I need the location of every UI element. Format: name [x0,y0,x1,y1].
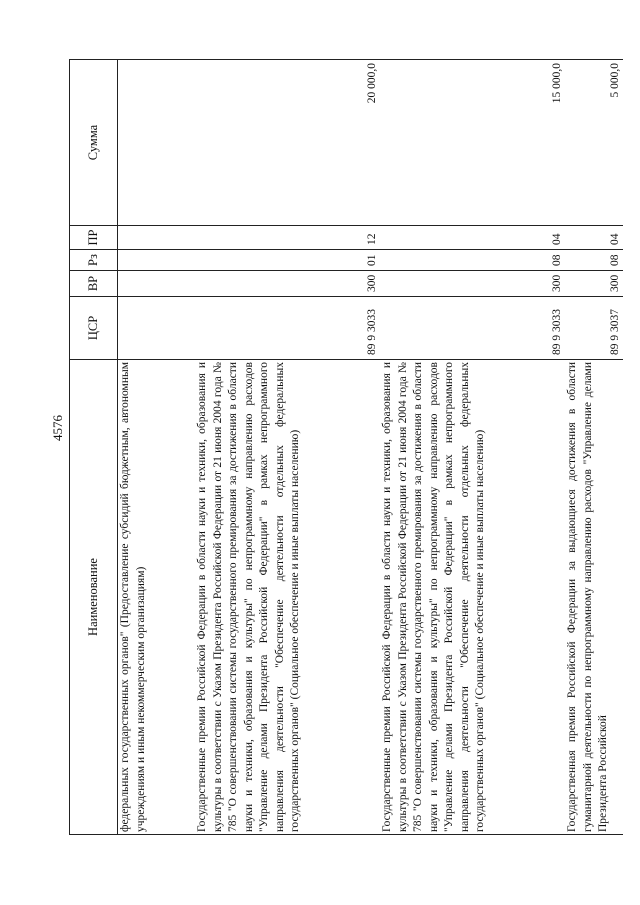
table-header-row [70,60,118,835]
row-csr: 89 9 3033 [380,297,565,360]
table-row [565,60,623,835]
row-vr: 300 [565,271,623,297]
row-csr: 89 9 3033 [195,297,380,360]
row-rz: 08 [380,250,565,271]
row-pr [118,226,196,250]
row-pr: 04 [380,226,565,250]
header-name: Наименование [70,360,118,835]
row-vr [118,271,196,297]
row-name: Государственные премии Российской Федерации в области науки и техники, образования и культуры в соответствии с Указом Президента Российской Федерации от 21 июня 2004 года № 785 "О совершенствовании системы государственного премирования за достижения в области науки и техники, образования и культуры" по непрограммному направлению расходов "Управление делами Президента Российской Федерации" в рамках непрограммного направления деятельности "Обеспечение деятельности отдельных федеральных государственных органов" (Социальное обеспечение и иные выплаты населению) [380,360,565,835]
page-number: 4576 [50,415,65,441]
row-sum: 5 000,0 [565,60,623,226]
table-row [118,60,196,835]
row-pr: 12 [195,226,380,250]
row-sum: 20 000,0 [195,60,380,226]
row-vr: 300 [195,271,380,297]
row-pr: 04 [565,226,623,250]
table-row [380,60,565,835]
row-csr [118,297,196,360]
row-name: Государственная премия Российской Федерации за выдающиеся достижения в области гуманитарной деятельности по непрограммному направлению расходов "Управление делами Президента Российской [565,360,623,835]
row-csr: 89 9 3037 [565,297,623,360]
rotated-table-container [69,60,621,835]
header-vr: ВР [70,271,118,297]
row-vr: 300 [380,271,565,297]
header-sum: Сумма [70,60,118,226]
row-sum: 15 000,0 [380,60,565,226]
table-row [195,60,380,835]
row-sum [118,60,196,226]
header-pr: ПР [70,226,118,250]
header-rz: Рз [70,250,118,271]
row-rz [118,250,196,271]
row-rz: 08 [565,250,623,271]
row-rz: 01 [195,250,380,271]
row-name: Государственные премии Российской Федерации в области науки и техники, образования и культуры в соответствии с Указом Президента Российской Федерации от 21 июня 2004 года № 785 "О совершенствовании системы государственного премирования за достижения в области науки и техники, образования и культуры" по непрограммному направлению расходов "Управление делами Президента Российской Федерации" в рамках непрограммного направления деятельности "Обеспечение деятельности отдельных федеральных государственных органов" (Социальное обеспечение и иные выплаты населению) [195,360,380,835]
budget-table [69,59,623,835]
header-csr: ЦСР [70,297,118,360]
row-name: федеральных государственных органов" (Предоставление субсидий бюджетным, автономным учреждениям и иным некоммерческим организациям) [118,360,196,835]
